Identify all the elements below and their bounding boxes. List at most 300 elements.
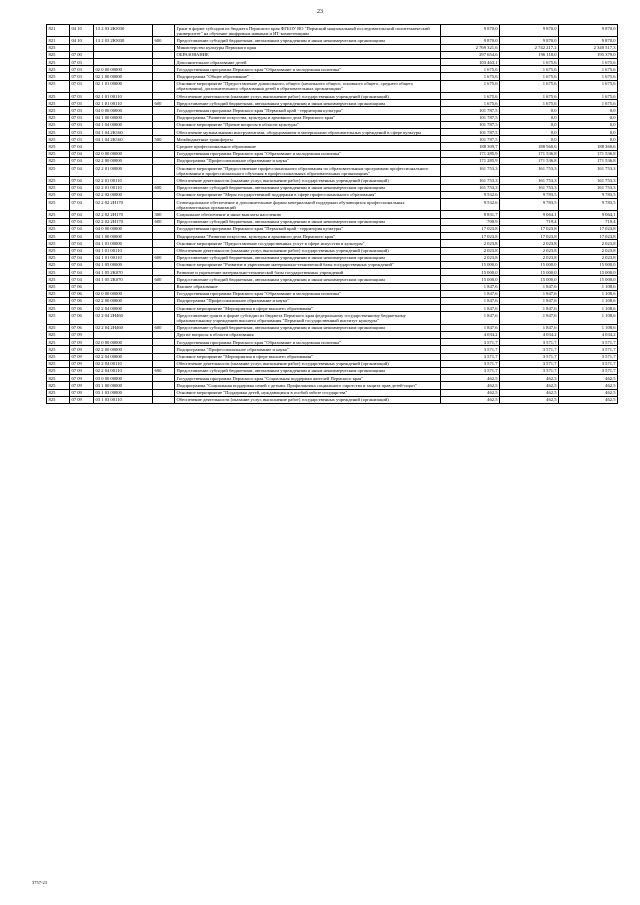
cell-target-article: 04 0 00 00000 — [94, 107, 153, 114]
cell-name: Развитие и укрепление материально-технической базы государственных учреждений — [175, 269, 441, 276]
cell-section: 07 04 — [70, 191, 94, 198]
cell-name: Грант в форме субсидии из бюджета Пермского края ФГБОУ ВО "Пермский национальный исследовательский политехнический университет" на обучение шифровым навыкам и ИТ-компетенциям — [175, 25, 441, 37]
cell-amount-year3: 3 571,7 — [559, 360, 618, 367]
cell-expense-type — [153, 66, 175, 73]
cell-amount-year1: 1 847,6 — [441, 312, 500, 324]
cell-expense-type — [153, 129, 175, 136]
cell-section: 04 10 — [70, 25, 94, 37]
cell-amount-year3: 0,0 — [559, 136, 618, 143]
cell-expense-type — [153, 360, 175, 367]
cell-name: Государственная программа Пермского края "Образование и молодежная политика" — [175, 66, 441, 73]
cell-amount-year2: 0,0 — [500, 107, 559, 114]
cell-amount-year3: 3 571,7 — [559, 339, 618, 346]
table-row — [47, 59, 618, 66]
cell-target-article: 02 0 00 00000 — [94, 290, 153, 297]
table-row — [47, 324, 618, 331]
table-row — [47, 211, 618, 218]
cell-amount-year2: 17 023,8 — [500, 225, 559, 232]
cell-expense-type — [153, 150, 175, 157]
cell-amount-year2: 3 571,7 — [500, 367, 559, 374]
cell-amount-year3: 0,0 — [559, 114, 618, 121]
cell-amount-year1: 700,9 — [441, 218, 500, 225]
table-row — [47, 73, 618, 80]
cell-amount-year3: 0,0 — [559, 107, 618, 114]
table-row — [47, 339, 618, 346]
cell-target-article: 04 1 01 00110 — [94, 247, 153, 254]
table-row — [47, 382, 618, 389]
cell-name: Государственная программа Пермского края "Пермский край - территория культуры" — [175, 225, 441, 232]
cell-target-article: 04 1 01 00000 — [94, 240, 153, 247]
cell-name: Предоставление субсидий бюджетным, автономным учреждениям и иным некоммерческим организациям — [175, 37, 441, 44]
cell-expense-type: 300 — [153, 211, 175, 218]
cell-target-article: 04 1 05 2К070 — [94, 269, 153, 276]
cell-amount-year3: 2 023,8 — [559, 247, 618, 254]
cell-amount-year3: 161 753,3 — [559, 165, 618, 177]
cell-expense-type — [153, 199, 175, 211]
cell-expense-type — [153, 225, 175, 232]
cell-target-article: 02 2 04 2Н460 — [94, 312, 153, 324]
cell-name: Предоставление гранта в форме субсидии из бюджета Пермского края федеральному государственному бюджетному образовательному учреждению высшего образования "Пермский государственный институт культуры" — [175, 312, 441, 324]
cell-amount-year3: 1 108,6 — [559, 290, 618, 297]
table-row — [47, 25, 618, 37]
cell-amount-year2: 15 000,0 — [500, 269, 559, 276]
table-row — [47, 367, 618, 374]
cell-expense-type — [153, 107, 175, 114]
cell-amount-year1: 188 309,7 — [441, 143, 500, 150]
cell-amount-year1: 1 847,6 — [441, 305, 500, 312]
cell-amount-year3: 188 360,6 — [559, 143, 618, 150]
cell-amount-year1: 9 532,6 — [441, 199, 500, 211]
cell-amount-year1: 15 000,0 — [441, 269, 500, 276]
cell-amount-year3: 1 675,6 — [559, 80, 618, 92]
cell-expense-type — [153, 121, 175, 128]
cell-section: 07 09 — [70, 346, 94, 353]
table-row — [47, 290, 618, 297]
cell-section: 07 03 — [70, 80, 94, 92]
cell-target-article: 02 2 02 2Н170 — [94, 218, 153, 225]
cell-grbs: 825 — [47, 375, 70, 382]
cell-section: 07 09 — [70, 339, 94, 346]
cell-grbs: 821 — [47, 25, 70, 37]
cell-section: 07 04 — [70, 157, 94, 164]
cell-amount-year3: 9 783,5 — [559, 191, 618, 198]
cell-grbs: 825 — [47, 382, 70, 389]
cell-section: 07 04 — [70, 233, 94, 240]
cell-grbs: 825 — [47, 297, 70, 304]
cell-amount-year1: 101 787,5 — [441, 114, 500, 121]
cell-amount-year2: 0,0 — [500, 129, 559, 136]
cell-amount-year1: 101 787,5 — [441, 129, 500, 136]
cell-expense-type: 600 — [153, 254, 175, 261]
cell-amount-year3: 17 023,8 — [559, 233, 618, 240]
cell-amount-year1: 101 787,5 — [441, 107, 500, 114]
cell-name: Государственная программа Пермского края "Пермский край - территория культуры" — [175, 107, 441, 114]
cell-grbs: 825 — [47, 339, 70, 346]
cell-amount-year3: 0,0 — [559, 129, 618, 136]
cell-section: 07 09 — [70, 375, 94, 382]
cell-name: Основное мероприятие "Развитие и укрепление материально-технической базы государственных учреждений" — [175, 261, 441, 268]
cell-expense-type — [153, 339, 175, 346]
cell-grbs: 825 — [47, 150, 70, 157]
cell-section: 07 03 — [70, 66, 94, 73]
cell-amount-year2: 462,5 — [500, 396, 559, 403]
cell-section: 07 09 — [70, 353, 94, 360]
cell-amount-year1: 3 571,7 — [441, 360, 500, 367]
cell-section: 07 09 — [70, 360, 94, 367]
cell-grbs: 825 — [47, 367, 70, 374]
cell-expense-type — [153, 93, 175, 100]
cell-amount-year2: 462,5 — [500, 375, 559, 382]
table-row — [47, 269, 618, 276]
cell-target-article: 02 1 00 00000 — [94, 73, 153, 80]
cell-target-article: 02 2 02 00000 — [94, 191, 153, 198]
cell-amount-year1: 2 023,8 — [441, 240, 500, 247]
cell-section: 07 03 — [70, 59, 94, 66]
cell-amount-year2: 1 675,6 — [500, 73, 559, 80]
cell-section: 07 04 — [70, 177, 94, 184]
cell-amount-year1: 8 831,7 — [441, 211, 500, 218]
cell-expense-type — [153, 233, 175, 240]
cell-amount-year1: 1 847,6 — [441, 290, 500, 297]
cell-expense-type — [153, 73, 175, 80]
cell-section: 07 04 — [70, 247, 94, 254]
cell-expense-type — [153, 297, 175, 304]
cell-amount-year3: 17 023,8 — [559, 225, 618, 232]
table-row — [47, 331, 618, 338]
cell-target-article: 04 1 04 2К160 — [94, 129, 153, 136]
cell-expense-type — [153, 44, 175, 51]
cell-target-article: 02 2 02 2Н170 — [94, 211, 153, 218]
cell-grbs: 825 — [47, 240, 70, 247]
cell-grbs: 825 — [47, 225, 70, 232]
cell-amount-year3: 1 108,6 — [559, 312, 618, 324]
cell-amount-year3: 3 571,7 — [559, 353, 618, 360]
cell-name: Предоставление субсидий бюджетным, автономным учреждениям и иным некоммерческим организациям — [175, 367, 441, 374]
cell-amount-year1: 161 753,3 — [441, 184, 500, 191]
cell-name: Межбюджетные трансферты — [175, 136, 441, 143]
cell-grbs: 825 — [47, 136, 70, 143]
cell-amount-year1: 1 675,6 — [441, 80, 500, 92]
cell-name: ОБРАЗОВАНИЕ — [175, 51, 441, 58]
cell-name: Основное мероприятие "Предоставление профессионального образования по образовательным программам профессионального образования и профессионального обучения в профессиональных образовательных организациях" — [175, 165, 441, 177]
cell-amount-year2: 9 783,5 — [500, 199, 559, 211]
cell-amount-year1: 15 000,0 — [441, 276, 500, 283]
cell-grbs: 825 — [47, 80, 70, 92]
cell-amount-year2: 462,5 — [500, 389, 559, 396]
cell-expense-type: 600 — [153, 218, 175, 225]
table-row — [47, 353, 618, 360]
cell-amount-year1: 1 675,6 — [441, 93, 500, 100]
cell-target-article: 02 2 01 00110 — [94, 177, 153, 184]
cell-amount-year3: 1 108,6 — [559, 324, 618, 331]
cell-amount-year3: 9 870,0 — [559, 25, 618, 37]
cell-amount-year2: 3 571,7 — [500, 346, 559, 353]
cell-amount-year2: 0,0 — [500, 121, 559, 128]
cell-section: 07 06 — [70, 312, 94, 324]
cell-amount-year3: 1 675,6 — [559, 59, 618, 66]
cell-target-article: 03 1 03 00110 — [94, 396, 153, 403]
budget-table — [46, 24, 618, 404]
cell-grbs: 825 — [47, 129, 70, 136]
cell-section: 07 04 — [70, 240, 94, 247]
cell-amount-year3: 1 108,6 — [559, 297, 618, 304]
cell-grbs: 825 — [47, 312, 70, 324]
cell-amount-year2: 1 847,6 — [500, 297, 559, 304]
cell-expense-type — [153, 25, 175, 37]
table-row — [47, 80, 618, 92]
cell-section: 07 00 — [70, 51, 94, 58]
cell-expense-type: 600 — [153, 324, 175, 331]
cell-expense-type — [153, 305, 175, 312]
cell-amount-year2: 196 118,0 — [500, 51, 559, 58]
cell-name: Предоставление субсидий бюджетным, автономным учреждениям и иным некоммерческим организациям — [175, 324, 441, 331]
cell-target-article: 02 2 02 2Н170 — [94, 199, 153, 211]
cell-target-article: 02 0 00 00000 — [94, 150, 153, 157]
cell-grbs: 825 — [47, 269, 70, 276]
cell-expense-type — [153, 247, 175, 254]
cell-target-article — [94, 44, 153, 51]
cell-grbs: 825 — [47, 396, 70, 403]
cell-target-article: 02 2 04 00110 — [94, 360, 153, 367]
cell-grbs: 825 — [47, 389, 70, 396]
cell-amount-year1: 17 023,8 — [441, 225, 500, 232]
cell-section: 07 04 — [70, 269, 94, 276]
cell-target-article: 04 1 05 00000 — [94, 261, 153, 268]
cell-amount-year3: 4 034,2 — [559, 331, 618, 338]
cell-amount-year2: 462,5 — [500, 382, 559, 389]
cell-amount-year3: 171 536,8 — [559, 157, 618, 164]
cell-amount-year1: 101 787,5 — [441, 136, 500, 143]
cell-amount-year1: 161 753,3 — [441, 165, 500, 177]
table-row — [47, 346, 618, 353]
table-row — [47, 254, 618, 261]
cell-target-article: 02 2 04 00000 — [94, 353, 153, 360]
cell-amount-year2: 9 870,0 — [500, 37, 559, 44]
cell-amount-year1: 9 532,6 — [441, 191, 500, 198]
cell-amount-year2: 1 847,6 — [500, 290, 559, 297]
cell-amount-year1: 3 571,7 — [441, 353, 500, 360]
cell-target-article: 04 0 00 00000 — [94, 225, 153, 232]
cell-section: 07 03 — [70, 129, 94, 136]
cell-name: Подпрограмма "Развитие искусства, культуры и архивного дела Пермского края" — [175, 233, 441, 240]
cell-grbs: 825 — [47, 184, 70, 191]
cell-name: Основное мероприятие "Меры государственной поддержки в сфере профессионального образования" — [175, 191, 441, 198]
cell-amount-year1: 171 285,9 — [441, 157, 500, 164]
cell-grbs: 825 — [47, 331, 70, 338]
cell-section: 07 03 — [70, 114, 94, 121]
cell-target-article: 02 1 01 00110 — [94, 93, 153, 100]
cell-target-article: 04 1 01 00110 — [94, 254, 153, 261]
cell-grbs: 825 — [47, 247, 70, 254]
cell-amount-year1: 4 034,2 — [441, 331, 500, 338]
cell-name: Подпрограмма "Общее образование" — [175, 73, 441, 80]
cell-target-article: 04 1 00 00000 — [94, 114, 153, 121]
cell-amount-year2: 1 675,6 — [500, 80, 559, 92]
cell-section: 07 09 — [70, 367, 94, 374]
table-row — [47, 136, 618, 143]
table-row — [47, 225, 618, 232]
cell-name: Подпрограмма "Социальная поддержка семей с детьми. Профилактика социального сиротства и защита прав детей-сирот" — [175, 382, 441, 389]
cell-grbs: 825 — [47, 143, 70, 150]
cell-section: 07 06 — [70, 283, 94, 290]
cell-expense-type: 600 — [153, 100, 175, 107]
cell-section: 07 03 — [70, 73, 94, 80]
cell-name: Основное мероприятие "Мероприятия в сфере высшего образования" — [175, 353, 441, 360]
cell-grbs: 825 — [47, 254, 70, 261]
table-row — [47, 114, 618, 121]
cell-amount-year2: 3 571,7 — [500, 360, 559, 367]
cell-section: 07 04 — [70, 276, 94, 283]
cell-amount-year2: 171 536,8 — [500, 157, 559, 164]
cell-amount-year1: 462,5 — [441, 382, 500, 389]
cell-name: Подпрограмма "Профессиональное образование и наука" — [175, 157, 441, 164]
cell-name: Высшее образование — [175, 283, 441, 290]
cell-target-article: 03 0 00 00000 — [94, 375, 153, 382]
cell-amount-year1: 3 571,7 — [441, 367, 500, 374]
cell-amount-year2: 1 847,6 — [500, 283, 559, 290]
cell-target-article: 02 0 00 00000 — [94, 66, 153, 73]
cell-amount-year1: 9 870,0 — [441, 25, 500, 37]
cell-target-article: 02 0 00 00000 — [94, 339, 153, 346]
table-row — [47, 375, 618, 382]
table-row — [47, 276, 618, 283]
cell-target-article — [94, 143, 153, 150]
cell-amount-year1: 2 023,8 — [441, 247, 500, 254]
cell-section: 07 03 — [70, 136, 94, 143]
cell-name: Государственная программа Пермского края "Образование и молодежная политика" — [175, 339, 441, 346]
cell-expense-type — [153, 396, 175, 403]
cell-amount-year2: 1 675,6 — [500, 66, 559, 73]
cell-grbs: 825 — [47, 211, 70, 218]
cell-name: Подпрограмма "Развитие искусства, культуры и архивного дела Пермского края" — [175, 114, 441, 121]
table-row — [47, 240, 618, 247]
cell-grbs: 825 — [47, 290, 70, 297]
cell-name: Основное мероприятие "Мероприятия в сфере высшего образования" — [175, 305, 441, 312]
cell-amount-year2: 1 847,6 — [500, 305, 559, 312]
cell-expense-type — [153, 375, 175, 382]
cell-amount-year2: 1 847,6 — [500, 324, 559, 331]
cell-name: Обеспечение музыкальными инструментами, оборудованием и материалами образовательных учреждений в сфере культуры — [175, 129, 441, 136]
cell-amount-year3: 462,5 — [559, 382, 618, 389]
cell-section: 07 04 — [70, 184, 94, 191]
cell-amount-year2: 17 023,8 — [500, 233, 559, 240]
cell-name: Основное мероприятие "Предоставление дошкольного, общего (начального общего, основного общего, среднего общего образования), дополнительного образования детей в образовательных организациях" — [175, 80, 441, 92]
cell-grbs: 825 — [47, 305, 70, 312]
cell-target-article: 02 2 00 00000 — [94, 157, 153, 164]
cell-amount-year3: 9 783,5 — [559, 199, 618, 211]
cell-amount-year3: 15 000,0 — [559, 269, 618, 276]
cell-amount-year1: 1 847,6 — [441, 324, 500, 331]
cell-amount-year2: 2 023,8 — [500, 254, 559, 261]
cell-amount-year2: 1 847,6 — [500, 312, 559, 324]
cell-grbs: 825 — [47, 100, 70, 107]
cell-name: Основное мероприятие "Поддержка детей, нуждающихся в особой заботе государства" — [175, 389, 441, 396]
table-row — [47, 129, 618, 136]
cell-target-article — [94, 59, 153, 66]
cell-target-article: 02 2 04 2Н460 — [94, 324, 153, 331]
cell-grbs: 825 — [47, 324, 70, 331]
cell-amount-year3: 1 675,6 — [559, 73, 618, 80]
cell-amount-year1: 462,5 — [441, 396, 500, 403]
cell-grbs: 825 — [47, 346, 70, 353]
cell-grbs: 825 — [47, 360, 70, 367]
cell-name: Обеспечение деятельности (оказание услуг, выполнение работ) государственных учреждений (организаций) — [175, 247, 441, 254]
cell-section: 07 03 — [70, 93, 94, 100]
cell-amount-year2: 3 571,7 — [500, 353, 559, 360]
table-row — [47, 199, 618, 211]
table-row — [47, 93, 618, 100]
table-row — [47, 305, 618, 312]
cell-name: Государственная программа Пермского края "Социальная поддержка жителей Пермского края" — [175, 375, 441, 382]
cell-expense-type — [153, 261, 175, 268]
cell-amount-year2: 1 675,6 — [500, 59, 559, 66]
cell-grbs: 825 — [47, 93, 70, 100]
cell-amount-year1: 103 463,1 — [441, 59, 500, 66]
cell-expense-type — [153, 80, 175, 92]
cell-expense-type — [153, 346, 175, 353]
cell-grbs: 825 — [47, 199, 70, 211]
cell-amount-year1: 297 654,6 — [441, 51, 500, 58]
cell-amount-year1: 2 023,8 — [441, 254, 500, 261]
cell-amount-year3: 161 753,3 — [559, 184, 618, 191]
budget-table-body — [47, 25, 618, 404]
cell-grbs: 825 — [47, 233, 70, 240]
cell-amount-year1: 171 285,9 — [441, 150, 500, 157]
cell-expense-type — [153, 191, 175, 198]
cell-amount-year1: 9 870,0 — [441, 37, 500, 44]
cell-target-article: 03 1 03 00000 — [94, 389, 153, 396]
cell-amount-year1: 462,5 — [441, 389, 500, 396]
cell-amount-year1: 2 769 321,6 — [441, 44, 500, 51]
cell-amount-year2: 2 023,8 — [500, 240, 559, 247]
cell-amount-year2: 161 753,3 — [500, 165, 559, 177]
cell-amount-year3: 9 870,0 — [559, 37, 618, 44]
cell-grbs: 825 — [47, 114, 70, 121]
cell-section: 07 04 — [70, 165, 94, 177]
footer-code: 3757-23 — [32, 880, 47, 885]
cell-amount-year2: 15 000,0 — [500, 276, 559, 283]
table-row — [47, 44, 618, 51]
cell-amount-year3: 161 753,3 — [559, 177, 618, 184]
cell-target-article: 02 2 01 00000 — [94, 165, 153, 177]
cell-target-article: 13 2 03 2Ю030 — [94, 37, 153, 44]
cell-expense-type — [153, 165, 175, 177]
cell-grbs: 825 — [47, 73, 70, 80]
cell-expense-type — [153, 59, 175, 66]
cell-expense-type — [153, 114, 175, 121]
cell-section: 07 04 — [70, 254, 94, 261]
cell-expense-type — [153, 283, 175, 290]
cell-expense-type — [153, 177, 175, 184]
cell-amount-year3: 1 675,6 — [559, 100, 618, 107]
table-row — [47, 107, 618, 114]
cell-amount-year3: 3 571,7 — [559, 346, 618, 353]
cell-target-article: 02 1 01 00000 — [94, 80, 153, 92]
table-row — [47, 165, 618, 177]
cell-name: Среднее профессиональное образование — [175, 143, 441, 150]
cell-target-article: 02 2 01 00110 — [94, 184, 153, 191]
cell-name: Подпрограмма "Профессиональное образование и наука" — [175, 346, 441, 353]
cell-target-article: 04 1 04 00000 — [94, 121, 153, 128]
cell-name: Дополнительное образование детей — [175, 59, 441, 66]
cell-target-article — [94, 283, 153, 290]
cell-expense-type — [153, 157, 175, 164]
cell-target-article: 02 2 04 00110 — [94, 367, 153, 374]
cell-grbs: 825 — [47, 261, 70, 268]
cell-name: Обеспечение деятельности (оказание услуг, выполнение работ) государственных учреждений (организаций) — [175, 93, 441, 100]
cell-grbs: 825 — [47, 121, 70, 128]
cell-grbs: 821 — [47, 37, 70, 44]
